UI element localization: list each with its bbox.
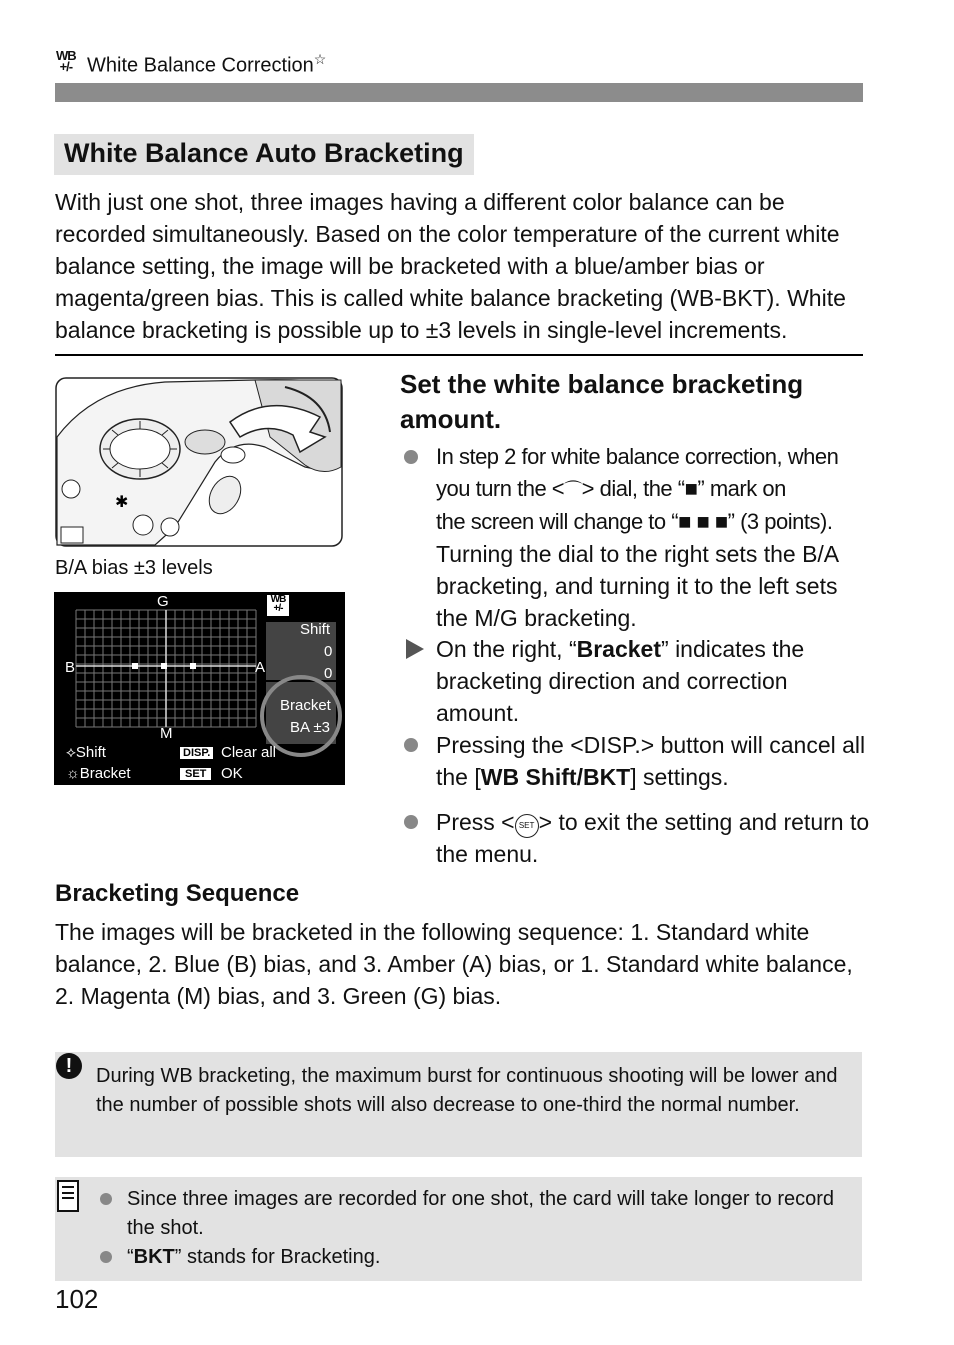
lcd-bracket-hint: ☼Bracket <box>66 765 131 782</box>
caution-box <box>55 1052 862 1157</box>
lcd-label-b: B <box>65 659 76 676</box>
step-bullet-2: On the right, “Bracket” indicates the bracketing direction and correction amount. <box>400 633 870 729</box>
caution-icon: ! <box>56 1053 82 1079</box>
lcd-shift-value-1: 0 <box>324 643 333 660</box>
bracket-point-center <box>161 663 167 669</box>
main-dial-icon: ⌒ <box>564 480 582 500</box>
star-icon: ☆ <box>313 51 327 67</box>
lcd-label-g: G <box>157 593 169 610</box>
note-item-2: “BKT” stands for Bracketing. <box>127 1246 381 1268</box>
note-box <box>55 1177 862 1281</box>
three-marks-icon: ■ ■ ■ <box>678 509 728 534</box>
set-button-icon: SET <box>515 814 539 838</box>
step-heading: Set the white balance bracketing amount. <box>400 369 804 434</box>
wb-correction-icon: WB +/- <box>56 48 76 74</box>
page-number: 102 <box>55 1284 99 1314</box>
bracket-point-b <box>132 663 138 669</box>
lcd-clear-all: Clear all <box>221 744 277 761</box>
step-bullet-4: Press < SET > to exit the setting and return to the menu. <box>400 806 870 870</box>
header-rule <box>55 83 863 102</box>
lcd-set-key: SET <box>180 768 211 780</box>
disp-button-icon: DISP. <box>583 732 641 758</box>
lcd-label-a: A <box>255 659 266 676</box>
camera-dial-illustration <box>55 377 343 547</box>
lcd-ok: OK <box>221 765 243 782</box>
sequence-paragraph: The images will be bracketed in the following sequence: 1. Standard white balance, 2. Blue (B) bias, and 3. Amber (A) bias, or 1. Standard white balance, 2. Magenta (M) bias, and 3. Green (G) bias. <box>55 919 853 1009</box>
note-icon <box>57 1180 79 1212</box>
figure-caption: B/A bias ±3 levels <box>55 557 213 579</box>
lcd-shift-value-2: 0 <box>324 665 333 682</box>
note-item-1: Since three images are recorded for one shot, the card will take longer to record the shot. <box>127 1188 835 1239</box>
caution-text: During WB bracketing, the maximum burst for continuous shooting will be lower and the number of possible shots will also decrease to one-third the normal number. <box>96 1065 838 1116</box>
bullet-dot-icon <box>100 1193 112 1205</box>
lcd-disp-key: DISP. <box>180 747 213 759</box>
section-title: White Balance Auto Bracketing <box>54 134 474 175</box>
mark-icon: ■ <box>684 476 698 501</box>
sequence-heading: Bracketing Sequence <box>55 880 300 907</box>
bullet-dot-icon <box>404 738 418 752</box>
page-header-title: White Balance Correction☆ <box>87 51 327 77</box>
lcd-screen <box>54 592 345 785</box>
bullet-dot-icon <box>404 815 418 829</box>
section-divider <box>55 354 863 356</box>
bracket-point-a <box>190 663 196 669</box>
step-bullet-1: In step 2 for white balance correction, when you turn the <⌒> dial, the “■” mark on the screen will change to “■ ■ ■” (3 points). Turning the dial to the right sets the B/A bracketing, and turning it to the left sets the M/G bracketing. <box>400 441 870 634</box>
lcd-wb-icon: WB +/- <box>267 595 289 616</box>
lcd-shift-label: Shift <box>300 621 331 638</box>
bullet-dot-icon <box>404 450 418 464</box>
arrow-icon <box>406 639 424 659</box>
bullet-dot-icon <box>100 1251 112 1263</box>
lcd-label-m: M <box>160 725 173 742</box>
lcd-shift-hint: ⟡Shift <box>66 744 106 761</box>
svg-text:✱: ✱ <box>115 494 129 511</box>
lcd-bracket-value: BA ±3 <box>290 719 330 736</box>
step-bullet-3: Pressing the <DISP.> button will cancel all the [WB Shift/BKT] settings. <box>400 729 870 793</box>
intro-paragraph: With just one shot, three images having a different color balance can be recorded simultaneously. Based on the color temperature of the current white balance setting, the image will be bracketed with a blue/amber bias or magenta/green bias. This is called white balance bracketing (WB-BKT). White balance bracketing is possible up to ±3 levels in single-level increments. <box>55 189 846 343</box>
lcd-bracket-label: Bracket <box>280 697 331 714</box>
